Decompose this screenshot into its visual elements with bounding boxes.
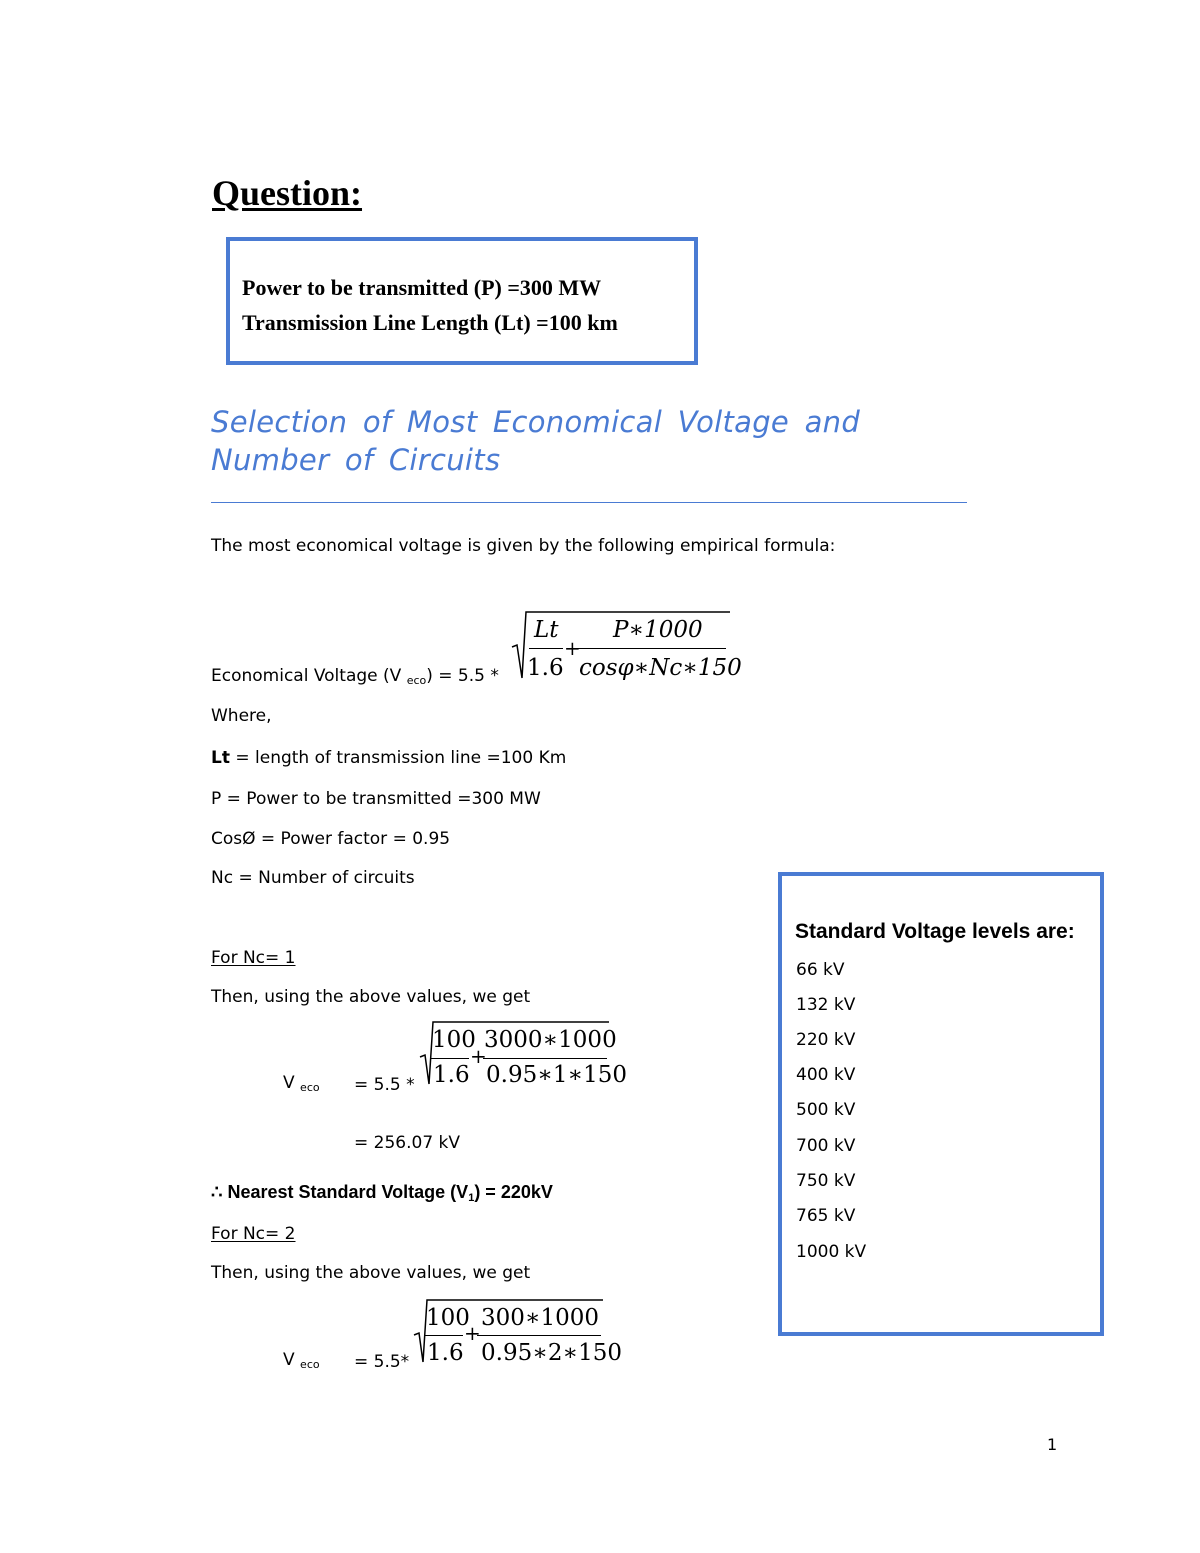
- case1-nearest-voltage: ∴ Nearest Standard Voltage $(V_1) = 220kV$: [211, 1182, 553, 1204]
- page-number: 1: [1047, 1435, 1058, 1454]
- standard-voltage-item: 66 kV: [796, 960, 845, 980]
- given-box: [226, 237, 698, 365]
- standard-voltage-item: 1000 kV: [796, 1242, 867, 1262]
- standard-voltage-item: 400 kV: [796, 1065, 856, 1085]
- case2-d2: 0.95∗2∗150: [481, 1340, 623, 1366]
- case1-eq: = 5.5 *: [354, 1075, 415, 1095]
- case2-eq: = 5.5*: [354, 1352, 410, 1372]
- case1-v: V $_{eco}$: [283, 1073, 320, 1094]
- standard-voltage-item: 750 kV: [796, 1171, 856, 1191]
- case1-frac2-line: [483, 1058, 607, 1059]
- case2-frac1-line: [425, 1335, 463, 1336]
- section-heading: Selection of Most Economical Voltage and Number of Circuits: [211, 405, 861, 477]
- def-p: P = Power to be transmitted =300 MW: [211, 789, 541, 809]
- def-cos: CosØ = Power factor = 0.95: [211, 829, 451, 849]
- case2-frac2-line: [477, 1335, 601, 1336]
- case2-d1: 1.6: [427, 1340, 464, 1366]
- standard-voltage-box: [778, 872, 1104, 1336]
- def-lt: Lt = length of transmission line =100 Km: [211, 748, 567, 768]
- main-d1: 1.6: [527, 655, 564, 681]
- standard-voltage-item: 765 kV: [796, 1206, 856, 1226]
- where-label: Where,: [211, 706, 272, 726]
- case1-n2: 3000∗1000: [484, 1027, 617, 1053]
- standard-voltage-item: 500 kV: [796, 1100, 856, 1120]
- case1-then: Then, using the above values, we get: [211, 987, 531, 1007]
- case2-n2: 300∗1000: [481, 1305, 600, 1331]
- main-plus: +: [564, 636, 581, 660]
- case1-d1: 1.6: [433, 1062, 470, 1088]
- case1-result: = 256.07 kV: [354, 1133, 461, 1153]
- question-title: Question:: [212, 173, 363, 213]
- economical-voltage-label: Economical Voltage (V $_{eco}$) = 5.5 *: [211, 666, 499, 687]
- main-n2: P∗1000: [613, 617, 703, 643]
- case2-n1: 100: [426, 1305, 470, 1331]
- standard-voltage-item: 220 kV: [796, 1030, 856, 1050]
- standard-voltage-item: 132 kV: [796, 995, 856, 1015]
- heading-rule: [211, 502, 967, 503]
- case1-frac1-line: [431, 1058, 469, 1059]
- main-frac2-line: [578, 648, 726, 649]
- case1-n1: 100: [432, 1027, 476, 1053]
- given-length: Transmission Line Length (Lt) =100 km: [242, 310, 618, 335]
- case2-v: V $_{eco}$: [283, 1350, 320, 1371]
- case1-heading: For Nc= 1: [211, 948, 296, 968]
- main-frac1-line: [529, 648, 563, 649]
- given-power: Power to be transmitted (P) =300 MW: [242, 275, 602, 300]
- case2-plus: +: [464, 1321, 481, 1345]
- case2-heading: For Nc= 2: [211, 1224, 296, 1244]
- def-nc: Nc = Number of circuits: [211, 868, 415, 888]
- standard-voltage-title: Standard Voltage levels are:: [795, 920, 1075, 943]
- main-n1: Lt: [534, 617, 559, 643]
- main-d2: cosφ∗Nc∗150: [579, 655, 742, 681]
- case1-d2: 0.95∗1∗150: [486, 1062, 628, 1088]
- case1-plus: +: [470, 1044, 487, 1068]
- standard-voltage-item: 700 kV: [796, 1136, 856, 1156]
- case2-then: Then, using the above values, we get: [211, 1263, 531, 1283]
- intro-text: The most economical voltage is given by the following empirical formula:: [211, 536, 836, 556]
